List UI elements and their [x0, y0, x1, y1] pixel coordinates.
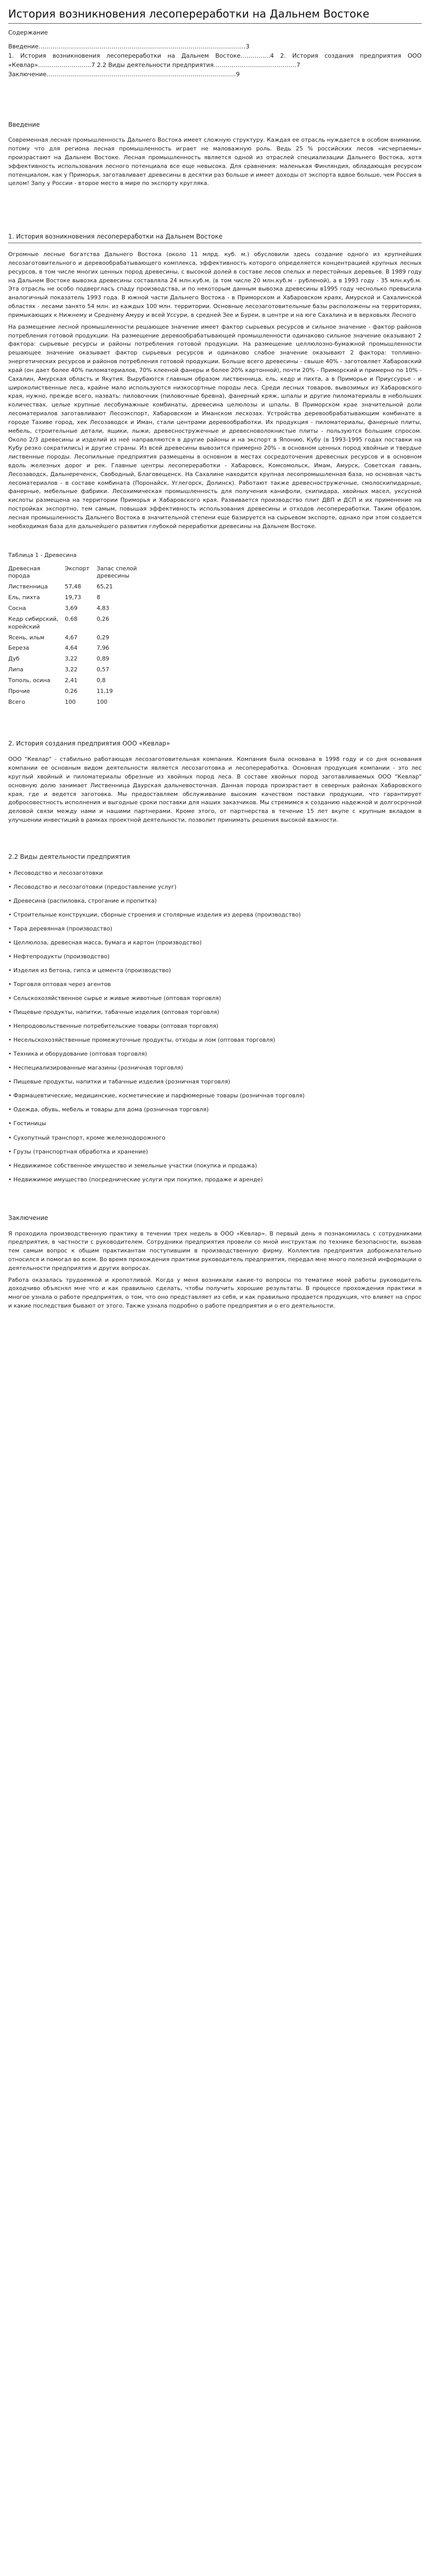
list-item: • Сельскохозяйственное сырье и живые животные (оптовая торговля) — [8, 995, 221, 1002]
list-item: • Лесоводство и лесозаготовки — [8, 869, 103, 876]
wood-table — [8, 564, 148, 708]
table-cell: Сосна — [8, 604, 26, 612]
activity-list — [8, 869, 422, 1184]
list-item: • Тара деревянная (производство) — [8, 925, 113, 932]
table-row — [8, 633, 148, 643]
table-cell: 3,69 — [65, 604, 78, 612]
table-row — [8, 614, 148, 633]
list-item: • Изделия из бетона, гипса и цемента (производство) — [8, 967, 171, 974]
table-cell: 0,89 — [96, 655, 110, 663]
table-cell: Дуб — [8, 655, 20, 663]
table-cell: Ясень, ильм — [8, 634, 45, 641]
list-item: • Непродовольственные потребительские товары (оптовая торговля) — [8, 1023, 219, 1030]
table-cell: Лиственница — [8, 583, 48, 590]
table-row — [8, 675, 148, 686]
table-cell: 4,83 — [96, 604, 110, 612]
list-item: • Лесоводство и лесозаготовки (предоставление услуг) — [8, 883, 177, 890]
list-item: • Пищевые продукты, напитки и табачные изделия (розничная торговля) — [8, 1078, 231, 1086]
list-item: • Нефтепродукты (производство) — [8, 953, 110, 960]
table-of-contents — [8, 42, 422, 79]
table-cell: 100 — [96, 698, 108, 705]
list-item: • Фармацевтические, медицинские, косметические и парфюмерные товары (розничная торговля) — [8, 1092, 305, 1099]
table-cell: 57,48 — [65, 583, 81, 590]
table-cell: 8 — [96, 594, 100, 601]
list-item: • Строительные конструкции, сборные строения и столярные изделия из дерева (производство) — [8, 911, 301, 918]
list-item: • Гостиницы — [8, 1120, 46, 1127]
table-cell: 65,21 — [96, 583, 113, 590]
table-row — [8, 643, 148, 654]
table-row — [8, 686, 148, 697]
table-cell: 11,19 — [96, 687, 113, 694]
intro-paragraph: Современная лесная промышленность Дальнего Востока имеет сложную структуру. Каждая ее отрасль нуждается в особом внимании, потому что для региона лесная промышленность играет не маловажную роль. Ведь 25 % российских лесов «исчерпаемы» произрастают на Дальнем Востоке. Лесная промышленность является одной из отраслей специализации Дальнего Востока, хотя эффективность использования лесного потенциала все еще невысока. Для сравнения: маленькая Финляндия, обладающая ресурсом потенциалом, как у Приморья, заготавливает древесины в десятки раз больше и имеет доходы от экспорта вдвое больше, чем Россия в целом! Запу у России - второе место в мире по экспорту кругляка. — [8, 137, 422, 187]
table-cell: 0,29 — [96, 634, 110, 641]
conclusion-paragraph: Я проходила производственную практику в течении трех недель в ООО «Кевлар». В первый день я познакомилась с сотрудниками предприятия, в частности с руководителем. Сотрудники предприятия провели со мной инструктаж по технике безопасности, вызвав тем самым вопрос к общим практикантам поступившим в производственную фирму. Коллектив предприятия доброжелательно относился и помогал во всем. Во время прохождения практики руководитель предприятия, передал мне много полезной информации о деятельности предприятия и других вопросах. — [8, 1230, 422, 1272]
table-row — [8, 654, 148, 665]
section1-paragraph: На размещение лесной промышленности решающее значение имеет фактор сырьевых ресурсов и сильное значение - фактор районов потребления готовой продукции. На размещение деревообрабатывающей промышленности одинаково сильное значение оказывают 2 фактора: сырьевые ресурсы и районы потребления готовой продукции. На размещение целлюлозно-бумажной промышленности решающее значение оказывает фактор сырьевых ресурсов и одинаково слабое значение оказывают 2 фактора: топливно-энергетических ресурсов и районов потребления готовой продукции. Больше всего древесины - свыше 40% - заготовляет Хабаровский край (он дает более 40% пиломатериалов, 70% клееной фанеры и более 20% картонной), почти 20% - Приморский и примерно по 10% - Сахалин, Амурская область и Якутия. Вырубаются главным образом лиственница, ель, кедр и пихта, а в Приморье и Приуссурье - и широколиственные леса, крайне мало используются низкосортные породы леса. Среди лесных товаров, вывозимых из Хабаровского края, нужно, прежде всего, назвать: пиловочник (пиловочные бревна), фанерный кряж, шпалы и другие пиломатериалы в небольших количествах, целые крупные лесобумажные комбинаты, древесина целюлозы и шпалы. В Приморском крае значительной доли лесоматериалов заготавливают Лесоэкспорт, Хабаровском и Иманском лесхозах. Устройства деревообрабатывающим комбинате в городе Тахиве город, хек Лесозаводск и Иман, стали центрами деревообработки. Их продукция - пиломатериалы, фанерные плиты, мебель, строительные детали, ящики, лыжи, древесностружечные и древесноволокнистые плиты - пользуются большим спросом. Около 2/3 древесины и изделий из неё направляются в другие районы и на экспорт в Японию, Кубу (в 1993-1995 годах поставки на Кубу резко сократились) и другие страны. Из всей древесины вывозится примерно 20% - в основном ценных пород хвойные и твердые лиственные породы. Лесопильные предприятия размещены в основном в местах сосредоточения древесных ресурсов и в основном вдоль железных дорог и рек. Главные центры лесопереработки - Хабаровск, Комсомольск, Имам, Амурск, Советская гавань, Лесозаводск, Дальнереченск, Свободный, Благовещенск. На Сахалине находится крупная лесопромышленная база, но основная часть лесоматериалов - в составе комбината (Поронайск, Углегорск, Долинск). Работают также древесностружечные, смолоскипидарные, фанерные, мебельные фабрики. Лесохимическая промышленность для получения канифоли, скипидара, хвойных масел, уксусной кислоты размещена на территории Приморья и Хабаровского края. Развивается производство плит ДВП и ДСП и их применение на постройках экспортно, тем самым, повышая эффективность использования древесины и отходов лесопереработки. Таким образом, лесная промышленность Дальнего Востока в значительной степени еще базируется на сырьевом экспорте, однако при этом создается необходимая база для дальнейшего развития глубокой переработки древесины на Дальнем Востоке. — [8, 323, 422, 530]
table-cell: 0,57 — [96, 666, 110, 673]
table-cell: 4,64 — [65, 645, 78, 652]
table-cell: Липа — [8, 666, 24, 673]
table-header-row — [8, 564, 148, 582]
conclusion-heading: Заключение — [8, 1214, 48, 1222]
table-cell: Кедр сибирский, корейский — [8, 615, 59, 630]
table-caption: Таблица 1 - Древесина — [8, 551, 77, 558]
section1-heading: 1. История возникновения лесопереработки на Дальнем Востоке — [8, 232, 422, 243]
table-header-cell: Экспорт — [65, 565, 90, 572]
table-cell: 7,96 — [96, 645, 110, 652]
toc-line[interactable]: 1. История возникновения лесопереработки на Дальнем Востоке……………4 2. История создания предприятия ООО «Кевлар»………………………7 2.2 Виды деятельности предприятия……………………………………7 — [8, 52, 422, 69]
section2-paragraph: ООО "Кевлар" - стабильно работающая лесозаготовительная компания. Компания была основана в 1998 году и со дня основания компании ее основным видом деятельности является лесозаготовка и лесопереработка. Основная продукция компании - это лес круглый хвойный и пиломатериалы обрезные из хвойных пород леса. В составе хвойных пород заготавливаемых ООО "Кевлар" основную долю занимает Лиственница Даурская дальневосточная. Данная порода произрастает в северных районах Хабаровского края, где и ведется заготовка. Мы предоставляем обслуживание высоким качеством поставки продукции, что гарантирует добросовестность исполнения и выгодные сроки поставки для наших заказчиков. Мы стремимся к созданию надежной и долгосрочной деловой связи между нами и нашими партнерами. Кроме этого, от партнерства в течение 15 лет вкупе с крупным вкладом в улучшении инвестиций в рамках проектной деятельности, позволит принимать решения высокой важности. — [8, 756, 422, 824]
list-item: • Недвижимое собственное имущество и земельные участки (покупка и продажа) — [8, 1162, 257, 1169]
table-header-cell: Запас спелой древесины — [96, 565, 137, 580]
table-cell: Прочие — [8, 687, 30, 694]
table-cell: Ель, пихта — [8, 594, 40, 601]
table-cell: 3,22 — [65, 655, 78, 663]
table-cell: 0,26 — [65, 687, 78, 694]
list-item: • Несельскохозяйственные промежуточные продукты, отходы и лом (оптовая торговля) — [8, 1037, 275, 1044]
list-item: • Пищевые продукты, напитки, табачные изделия (оптовая торговля) — [8, 1009, 219, 1016]
table-cell: 4,67 — [65, 634, 78, 641]
list-item: • Одежда, обувь, мебель и товары для дома (розничная торговля) — [8, 1106, 209, 1113]
list-item: • Древесина (распиловка, строгание и пропитка) — [8, 897, 157, 904]
table-cell: Береза — [8, 645, 29, 652]
intro-heading: Введение — [8, 121, 40, 128]
toc-heading: Содержание — [8, 29, 48, 37]
table-cell: Тополь, осина — [8, 676, 50, 684]
list-item: • Неспециализированные магазины (розничная торговля) — [8, 1064, 183, 1072]
list-item: • Целлюлоза, древесная масса, бумага и картон (производство) — [8, 939, 202, 946]
list-item: • Грузы (транспортная обработка и хранение) — [8, 1148, 148, 1155]
table-header-cell: Древесная порода — [8, 565, 41, 580]
table-cell: 0,68 — [65, 615, 78, 622]
table-cell: 0,8 — [96, 676, 106, 684]
list-item: • Торговля оптовая через агентов — [8, 981, 111, 988]
table-cell: Всего — [8, 698, 25, 705]
page-title: История возникновения лесопереработки на Дальнем Востоке — [8, 7, 422, 24]
list-item: • Недвижимое имущество (посреднические услуги при покупке, продаже и аренде) — [8, 1176, 263, 1183]
table-cell: 100 — [65, 698, 76, 705]
table-row — [8, 603, 148, 614]
table-cell: 3,22 — [65, 666, 78, 673]
table-cell: 19,73 — [65, 594, 81, 601]
section1-paragraph: Огромные лесные богатства Дальнего Востока (около 11 млрд. куб. м.) обусловили здесь создание одного из крупнейших лесозаготовительного и деревообрабатывающего комплекса, эффективность которого определяется концентрацией крупных лесных ресурсов, в том числе многих ценных пород древесины, с высокой долей в составе лесов спелых и перестойных деревьев. В 1989 году на Дальнем Востоке вывозка древесины составляла 24 млн.куб.м. (в том числе 20 млн.куб.м - рубленой), а в 1993 году - 35 млн.куб.м. Эта отрасль не особо подвергласъ спаду производства, и по некоторым данным вывозка древесины в1995 году чеснолько превысила аналогичный показатель 1993 года. В южной части Дальнего Востока - в Приморском и Хабаровском краях, Амурской и Сахалинской областях - лесами занято 54 млн. из каждых 100 млн. территории. Основные лесозаготовительные базы расположены на территориях, примыкающих к Нижнему и Среднему Амуру и всей Уссури, в средней Зее и Буреи, в центре и на юге Сахалина и в верховьях Лесного — [8, 251, 422, 318]
table-row — [8, 697, 148, 708]
table-cell: 0,26 — [96, 615, 110, 622]
section2-heading: 2. История создания предприятия ООО «Кевлар» — [8, 740, 170, 748]
section22-heading: 2.2 Виды деятельности предприятия — [8, 853, 130, 860]
conclusion-paragraph: Работа оказалась трудоемкой и кропотливой. Когда у меня возникали какие-то вопросы по тематике моей работы руководитель доходчиво объяснял мне что и как правильно сделать, чтобы получить хорошие результаты. В процессе прохождения практики я многое узнала о работе предприятия, о том, что оно представляет из себя, и как правильно продается продукция, что влияет на спрос и какие последствия бывают от этого. Также узнала подробно о работе предприятия и о его деятельности. — [8, 1276, 422, 1310]
list-item: • Техника и оборудование (оптовая торговля) — [8, 1050, 147, 1058]
table-row — [8, 582, 148, 592]
table-cell: 2,41 — [65, 676, 78, 684]
list-item: • Сухопутный транспорт, кроме железнодорожного — [8, 1134, 166, 1141]
toc-line[interactable]: Введение……………………………………………………………………………………………3 — [8, 43, 250, 50]
toc-line[interactable]: Заключение……………………………………………………………………………………9 — [8, 70, 240, 78]
table-row — [8, 592, 148, 603]
table-row — [8, 665, 148, 675]
